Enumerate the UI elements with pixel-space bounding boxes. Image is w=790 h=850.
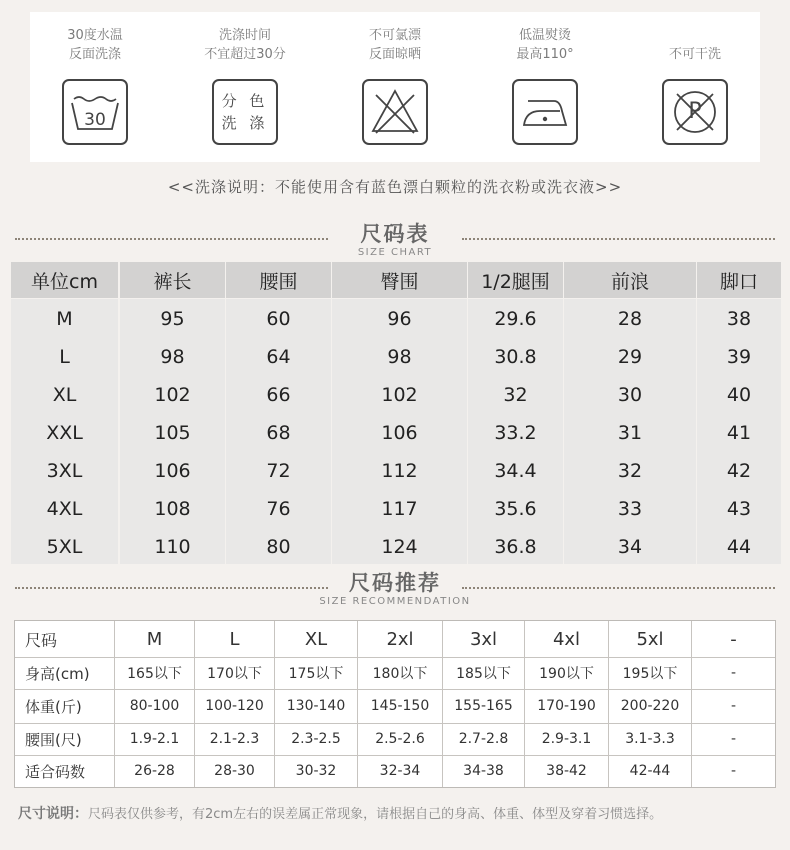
size-chart-cell: 30 (617, 384, 643, 406)
recommendation-label-cell: 身高(cm) (15, 657, 115, 689)
size-recommendation-heading (0, 567, 790, 611)
recommendation-cell: L (195, 621, 275, 657)
size-chart-cell: 108 (154, 498, 191, 520)
size-chart-cell: 31 (617, 422, 643, 444)
size-chart-cell: 36.8 (494, 536, 537, 558)
wash-temp-label: 30 (84, 110, 106, 130)
size-chart-column (226, 262, 331, 564)
care-item-iron (480, 12, 610, 162)
recommendation-cell: 30-32 (275, 755, 358, 787)
size-chart-cell: 60 (266, 308, 291, 330)
size-chart-cell: 110 (154, 536, 191, 558)
section-title: 尺码推荐 (349, 571, 441, 595)
size-chart-header-cell: 脚口 (719, 270, 758, 293)
recommendation-cell: 170-190 (525, 689, 609, 723)
recommendation-cell: 3xl (443, 621, 525, 657)
recommendation-row (15, 755, 775, 787)
size-chart-header-cell: 裤长 (153, 270, 192, 293)
recommendation-cell: 2.1-2.3 (195, 723, 275, 755)
size-chart-cell: 40 (726, 384, 752, 406)
recommendation-cell: 175以下 (275, 657, 358, 689)
care-instructions-panel (30, 12, 760, 162)
size-chart-header-cell: 腰围 (259, 270, 298, 293)
recommendation-cell: 185以下 (443, 657, 525, 689)
size-chart-cell: 33.2 (494, 422, 537, 444)
size-chart-cell: 117 (381, 498, 418, 520)
size-label-cell: L (59, 346, 70, 368)
footnote-text: 尺码表仅供参考，有2cm左右的误差属正常现象，请根据自己的身高、体重、体型及穿着习惯选择。 (88, 807, 663, 822)
care-text: 洗涤时间 不宜超过30分 (204, 28, 286, 62)
size-chart-cell: 98 (387, 346, 412, 368)
size-chart-cell: 72 (266, 460, 291, 482)
row-divider (15, 657, 775, 658)
recommendation-cell: 5xl (609, 621, 692, 657)
size-chart-column (120, 262, 225, 564)
wash-30-icon (62, 79, 128, 145)
recommendation-cell: 165以下 (115, 657, 195, 689)
section-subtitle: SIZE RECOMMENDATION (319, 596, 471, 607)
separate-wash-label: 分 色 洗 涤 (221, 92, 269, 132)
recommendation-cell: M (115, 621, 195, 657)
size-label-cell: XXL (46, 422, 83, 444)
size-chart-cell: 42 (726, 460, 752, 482)
size-recommendation-table (14, 620, 776, 788)
recommendation-row (15, 657, 775, 689)
recommendation-cell: 130-140 (275, 689, 358, 723)
recommendation-cell: 42-44 (609, 755, 692, 787)
recommendation-cell: 34-38 (443, 755, 525, 787)
size-chart-column (11, 262, 118, 564)
size-chart-cell: 66 (266, 384, 291, 406)
size-chart-cell: 106 (381, 422, 418, 444)
recommendation-cell: - (730, 763, 737, 779)
size-chart-cell: 38 (726, 308, 752, 330)
recommendation-cell: 195以下 (609, 657, 692, 689)
size-chart-cell: 34.4 (494, 460, 537, 482)
size-chart-cell: 124 (381, 536, 418, 558)
section-subtitle: SIZE CHART (357, 247, 433, 258)
recommendation-label-cell: 尺码 (15, 621, 115, 657)
size-chart-header-cell: 单位cm (31, 270, 98, 293)
recommendation-cell: 2.7-2.8 (443, 723, 525, 755)
size-label-cell: 3XL (46, 460, 83, 482)
recommendation-cell: 3.1-3.3 (609, 723, 692, 755)
size-chart-cell: 34 (617, 536, 643, 558)
recommendation-cell: 28-30 (195, 755, 275, 787)
care-item-no-dry-clean (630, 12, 760, 162)
size-chart-header-cell: 前浪 (610, 270, 649, 293)
size-chart-heading (0, 218, 790, 262)
recommendation-cell: 38-42 (525, 755, 609, 787)
care-item-wash-30 (30, 12, 160, 162)
separate-wash-icon (212, 79, 278, 145)
size-chart-cell: 29 (617, 346, 643, 368)
size-chart-cell: 105 (154, 422, 191, 444)
recommendation-cell: - (730, 731, 737, 747)
recommendation-label-cell: 腰围(尺) (15, 723, 115, 755)
no-dry-clean-icon (662, 79, 728, 145)
care-item-wash-time (180, 12, 310, 162)
iron-low-icon (512, 79, 578, 145)
size-label-cell: M (56, 308, 73, 330)
recommendation-cell: XL (275, 621, 358, 657)
recommendation-label-cell: 体重(斤) (15, 689, 115, 723)
recommendation-cell: 32-34 (358, 755, 443, 787)
size-chart-cell: 32 (617, 460, 643, 482)
recommendation-cell: 100-120 (195, 689, 275, 723)
row-divider (15, 755, 775, 756)
recommendation-cell: - (730, 665, 737, 681)
recommendation-cell: 180以下 (358, 657, 443, 689)
recommendation-cell: 26-28 (115, 755, 195, 787)
size-chart-cell: 80 (266, 536, 291, 558)
recommendation-cell: 145-150 (358, 689, 443, 723)
recommendation-cell: 190以下 (525, 657, 609, 689)
recommendation-cell: - (730, 628, 737, 650)
recommendation-cell: 80-100 (115, 689, 195, 723)
section-title: 尺码表 (360, 222, 430, 246)
recommendation-cell: 4xl (525, 621, 609, 657)
recommendation-cell: 155-165 (443, 689, 525, 723)
care-text: 30度水温 反面洗涤 (67, 28, 123, 62)
dry-clean-letter: P (688, 99, 702, 124)
size-label-cell: 5XL (46, 536, 83, 558)
recommendation-cell: 200-220 (609, 689, 692, 723)
footnote-label: 尺寸说明： (18, 806, 88, 822)
care-text: 低温熨烫 最高110° (516, 28, 574, 62)
recommendation-label-cell: 适合码数 (15, 755, 115, 787)
recommendation-cell: 2.3-2.5 (275, 723, 358, 755)
row-divider (15, 689, 775, 690)
size-chart-table (11, 262, 781, 564)
size-chart-cell: 28 (617, 308, 643, 330)
care-text: 不可氯漂 反面晾晒 (368, 28, 421, 62)
recommendation-cell: 1.9-2.1 (115, 723, 195, 755)
size-chart-cell: 35.6 (494, 498, 537, 520)
size-chart-column (468, 262, 563, 564)
wash-note: <<洗涤说明：不能使用含有蓝色漂白颗粒的洗衣粉或洗衣液>> (167, 178, 623, 196)
size-label-cell: 4XL (46, 498, 83, 520)
size-chart-cell: 30.8 (494, 346, 537, 368)
size-chart-cell: 76 (266, 498, 291, 520)
size-label-cell: XL (52, 384, 77, 406)
size-chart-cell: 32 (503, 384, 528, 406)
size-chart-cell: 112 (381, 460, 418, 482)
size-chart-cell: 33 (617, 498, 643, 520)
size-chart-header-cell: 1/2腿围 (481, 270, 550, 293)
size-footnote (18, 803, 788, 823)
size-chart-column (564, 262, 696, 564)
size-chart-column (697, 262, 781, 564)
size-chart-column (332, 262, 467, 564)
size-chart-cell: 41 (726, 422, 752, 444)
size-chart-cell: 44 (726, 536, 752, 558)
size-chart-cell: 29.6 (494, 308, 537, 330)
size-chart-cell: 64 (266, 346, 291, 368)
recommendation-cell: 2xl (358, 621, 443, 657)
size-chart-cell: 39 (726, 346, 752, 368)
size-chart-cell: 95 (160, 308, 185, 330)
recommendation-cell: - (730, 698, 737, 714)
recommendation-cell: 170以下 (195, 657, 275, 689)
care-text: 不可干洗 (668, 47, 721, 62)
size-chart-cell: 106 (154, 460, 191, 482)
size-chart-header-cell: 臀围 (380, 270, 419, 293)
size-chart-cell: 98 (160, 346, 185, 368)
size-chart-cell: 43 (726, 498, 752, 520)
size-chart-cell: 96 (387, 308, 412, 330)
recommendation-row (15, 689, 775, 723)
care-item-no-bleach (330, 12, 460, 162)
size-chart-cell: 68 (266, 422, 291, 444)
row-divider (15, 723, 775, 724)
no-bleach-icon (362, 79, 428, 145)
size-chart-cell: 102 (381, 384, 418, 406)
recommendation-row (15, 723, 775, 755)
recommendation-header-row (15, 621, 775, 657)
size-chart-cell: 102 (154, 384, 191, 406)
recommendation-cell: 2.5-2.6 (358, 723, 443, 755)
recommendation-cell: 2.9-3.1 (525, 723, 609, 755)
